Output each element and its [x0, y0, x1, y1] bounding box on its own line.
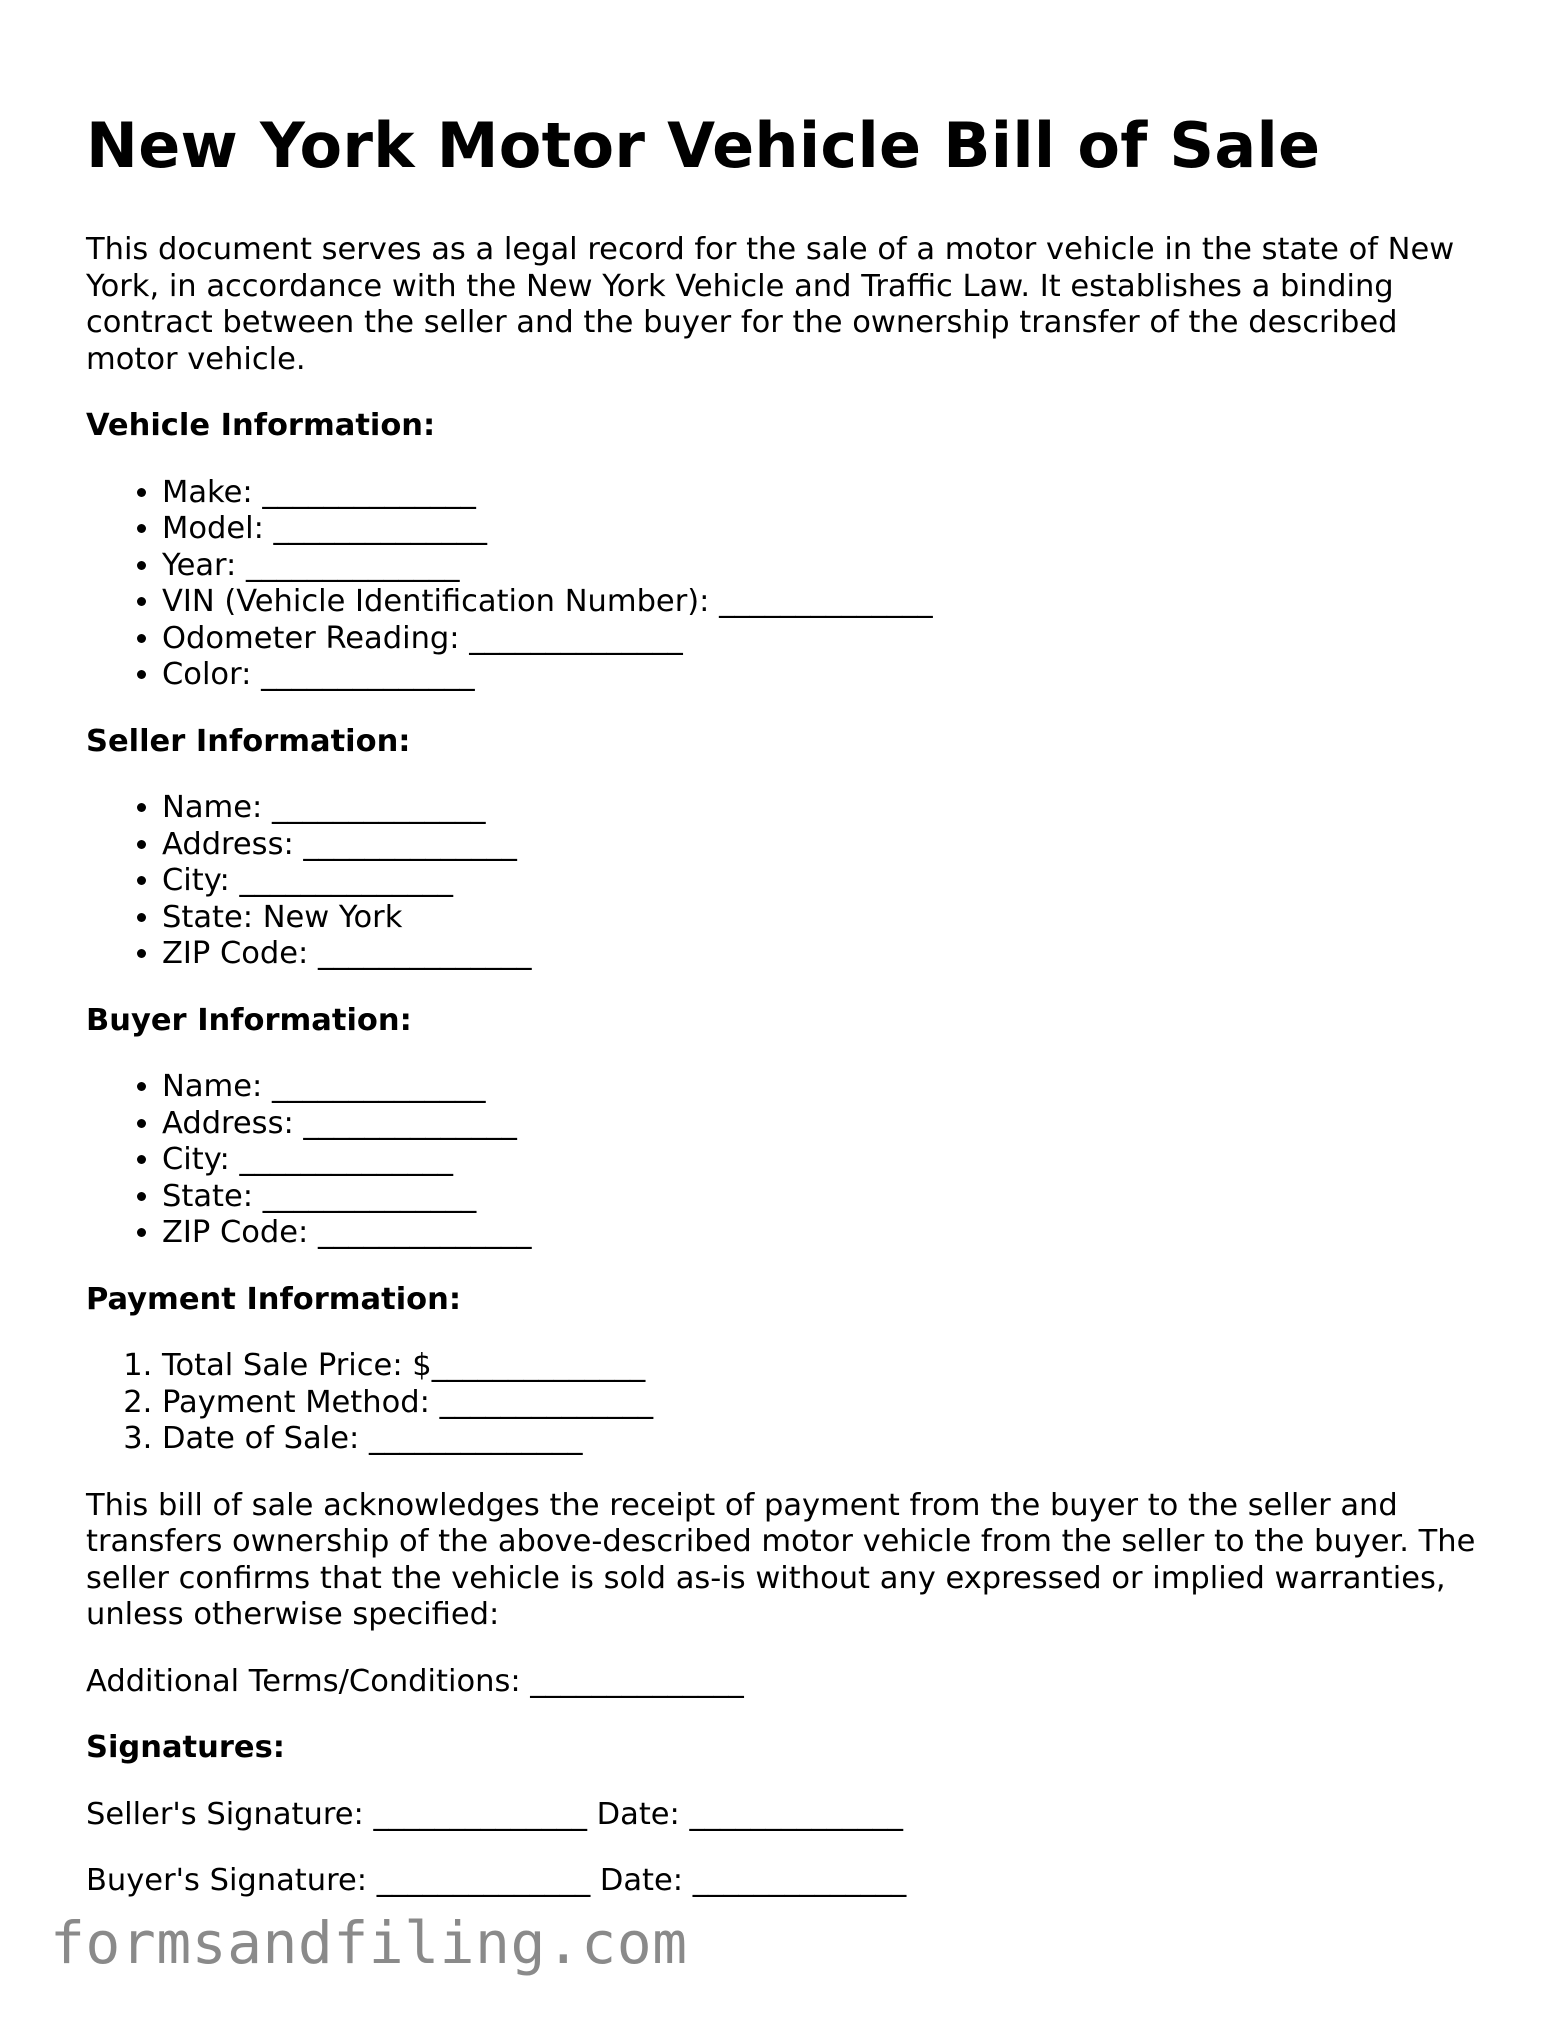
signatures-section-heading: Signatures:: [86, 1730, 285, 1765]
document-page: [86, 108, 1486, 1930]
acknowledgment-paragraph: This bill of sale acknowledges the receipt of payment from the buyer to the seller and transfers ownership of the above-described motor vehicle from the seller to the buyer. The seller confirms that the vehicle is sold as-is without any expressed or implied warranties, unless otherwise specified:: [86, 1487, 1476, 1632]
seller-state-field: • State: New York: [162, 900, 1486, 937]
seller-signature-line: Seller's Signature: ______________ Date: ______________: [86, 1796, 904, 1832]
vehicle-odometer-field: • Odometer Reading: ______________: [162, 621, 1486, 658]
vehicle-color-field: • Color: ______________: [162, 657, 1486, 694]
payment-info-list: [86, 1348, 1486, 1458]
buyer-address-field: • Address: ______________: [162, 1106, 1486, 1143]
seller-zip-field: • ZIP Code: ______________: [162, 936, 1486, 973]
payment-method-field: 2. Payment Method: ______________: [162, 1385, 1486, 1422]
seller-city-field: • City: ______________: [162, 863, 1486, 900]
vehicle-info-list: [86, 475, 1486, 694]
seller-address-field: • Address: ______________: [162, 827, 1486, 864]
seller-section-heading: Seller Information:: [86, 723, 411, 759]
buyer-state-field: • State: ______________: [162, 1179, 1486, 1216]
vehicle-year-field: • Year: ______________: [162, 548, 1486, 585]
buyer-signature-line: Buyer's Signature: ______________ Date: ______________: [86, 1863, 907, 1898]
payment-section-heading: Payment Information:: [86, 1281, 462, 1317]
site-watermark: formsandfiling.com: [50, 1909, 688, 1977]
buyer-city-field: • City: ______________: [162, 1142, 1486, 1179]
vehicle-section-heading: Vehicle Information:: [86, 408, 436, 443]
intro-paragraph: This document serves as a legal record for the sale of a motor vehicle in the state of New York, in accordance with the New York Vehicle and Traffic Law. It establishes a binding contract between the seller and the buyer for the ownership transfer of the described motor vehicle.: [86, 232, 1455, 377]
buyer-info-list: [86, 1069, 1486, 1252]
buyer-name-field: • Name: ______________: [162, 1069, 1486, 1106]
vehicle-make-field: • Make: ______________: [162, 475, 1486, 512]
date-of-sale-field: 3. Date of Sale: ______________: [162, 1421, 1486, 1458]
seller-name-field: • Name: ______________: [162, 790, 1486, 827]
buyer-section-heading: Buyer Information:: [86, 1002, 412, 1038]
vehicle-model-field: • Model: ______________: [162, 511, 1486, 548]
seller-info-list: [86, 790, 1486, 973]
additional-terms-field: Additional Terms/Conditions: ______________: [86, 1663, 744, 1699]
total-sale-price-field: 1. Total Sale Price: $______________: [162, 1348, 1486, 1385]
page-title: New York Motor Vehicle Bill of Sale: [86, 109, 1321, 182]
buyer-zip-field: • ZIP Code: ______________: [162, 1215, 1486, 1252]
vehicle-vin-field: • VIN (Vehicle Identification Number): ______________: [162, 584, 1486, 621]
